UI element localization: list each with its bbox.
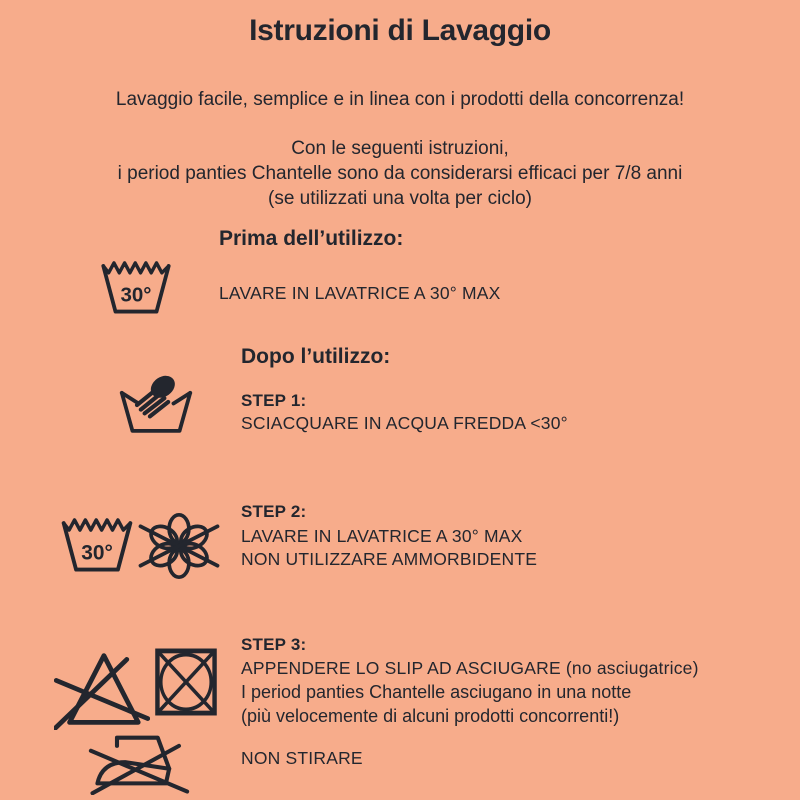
wash-temp-label: 30° xyxy=(81,541,113,565)
wash-tub-30-icon xyxy=(98,256,174,317)
step2-instruction-2: NON UTILIZZARE AMMORBIDENTE xyxy=(241,549,538,569)
step2-label: STEP 2: xyxy=(241,502,307,521)
before-use-heading: Prima dell’utilizzo: xyxy=(219,227,404,250)
do-not-tumble-dry-icon xyxy=(152,645,220,719)
after-use-heading: Dopo l’utilizzo: xyxy=(241,345,391,368)
step3-label: STEP 3: xyxy=(241,635,307,654)
claim-line-1: Con le seguenti istruzioni, xyxy=(291,138,509,159)
claim-line-2: i period panties Chantelle sono da considerarsi efficaci per 7/8 anni xyxy=(117,163,683,184)
intro-text: Lavaggio facile, semplice e in linea con i prodotti della concorrenza! xyxy=(115,89,685,110)
step1-instruction: SCIACQUARE IN ACQUA FREDDA <30° xyxy=(241,413,568,433)
wash-tub-30-icon xyxy=(58,513,136,575)
no-iron-instruction: NON STIRARE xyxy=(241,748,363,768)
step3-instruction-1: APPENDERE LO SLIP AD ASCIUGARE (no asciugatrice) xyxy=(241,658,699,678)
claim-text xyxy=(0,136,800,211)
hand-wash-icon xyxy=(118,370,194,437)
before-use-instruction: LAVARE IN LAVATRICE A 30° MAX xyxy=(219,283,501,303)
step3-instruction-3: (più velocemente di alcuni prodotti concorrenti!) xyxy=(241,706,620,726)
page-title: Istruzioni di Lavaggio xyxy=(249,14,551,47)
no-softener-icon xyxy=(138,505,220,587)
step1-label: STEP 1: xyxy=(241,391,307,410)
wash-temp-label: 30° xyxy=(120,283,152,307)
step2-instruction-1: LAVARE IN LAVATRICE A 30° MAX xyxy=(241,526,523,546)
step3-instruction-2: I period panties Chantelle asciugano in una notte xyxy=(241,682,632,702)
do-not-bleach-icon xyxy=(54,648,150,730)
do-not-iron-icon xyxy=(86,731,192,795)
claim-line-3: (se utilizzati una volta per ciclo) xyxy=(268,188,532,209)
